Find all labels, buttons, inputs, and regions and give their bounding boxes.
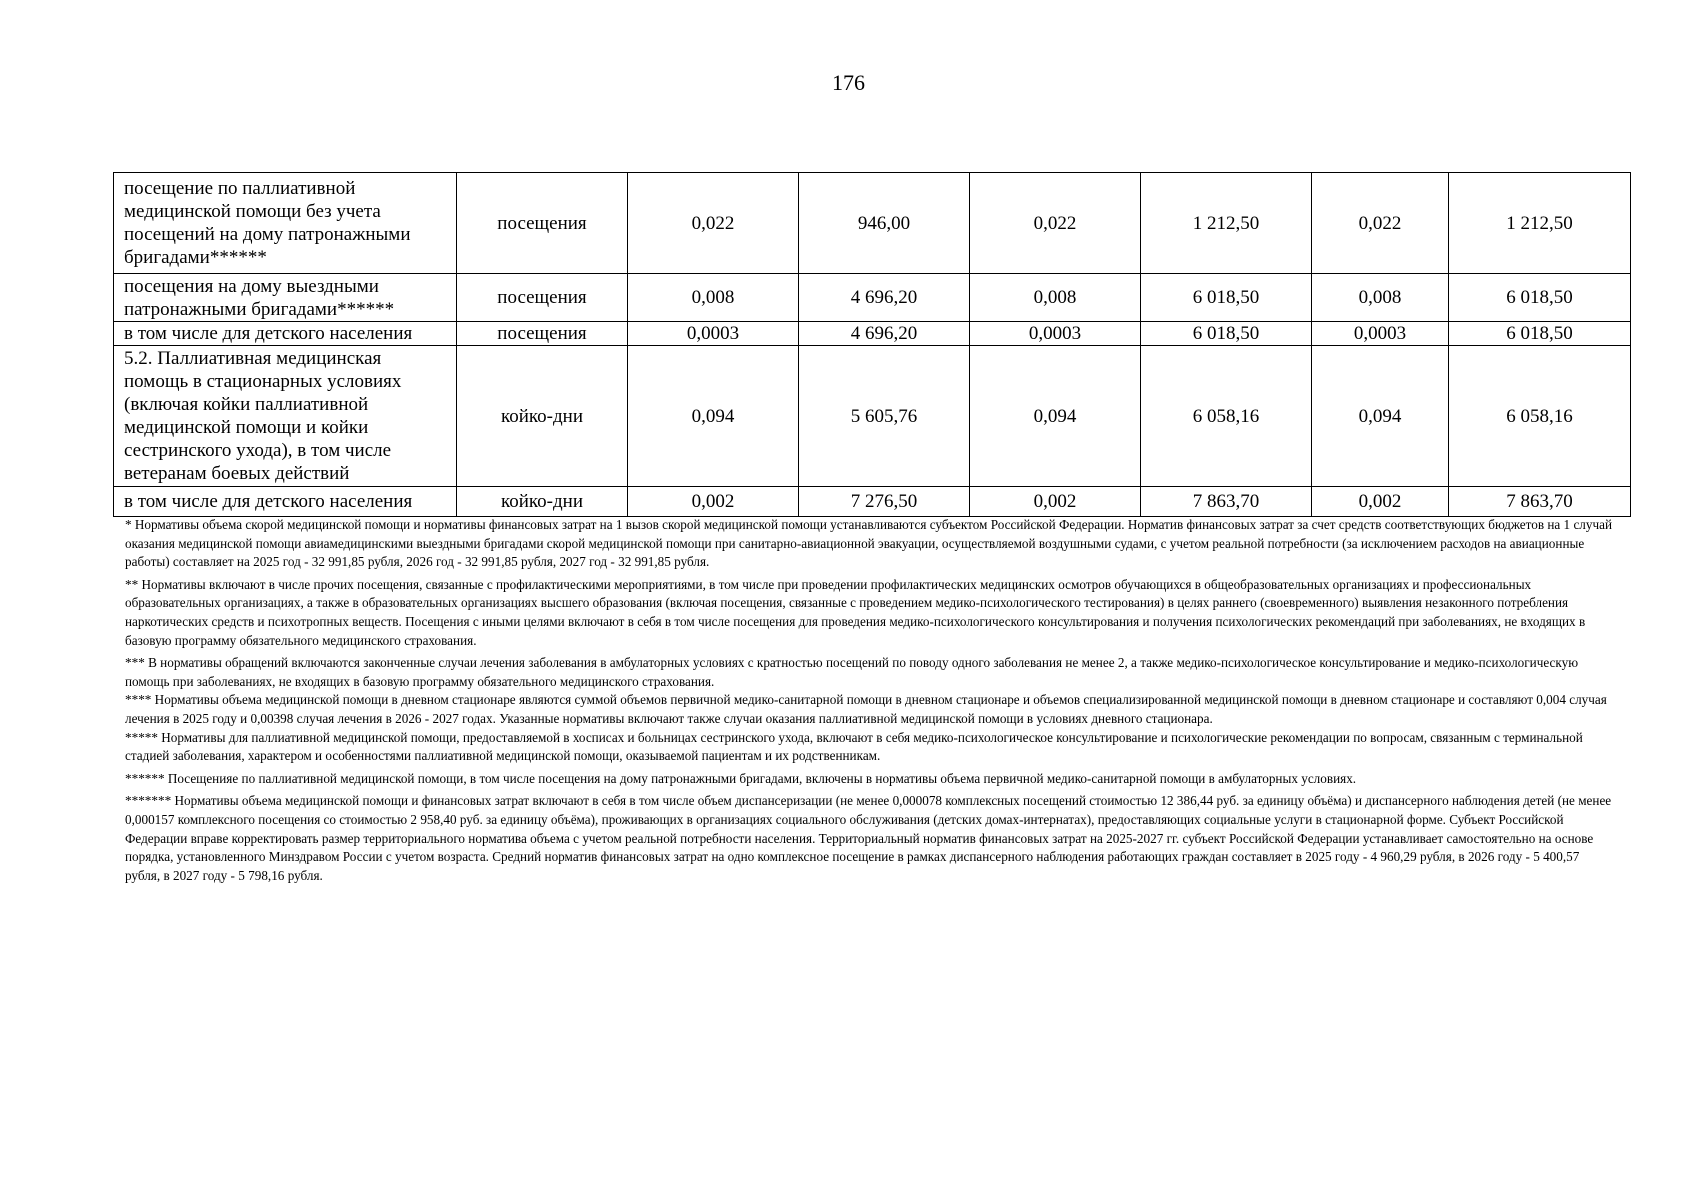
footnote-4: **** Нормативы объема медицинской помощи в дневном стационаре являются суммой объемов первичной медико-санитарной помощи в дневном стационаре и объемов специализированной медицинской помощи в дневном стационаре и составляют 0,004 случая лечения в 2025 году и 0,00398 случая лечения в 2026 - 2027 годах. Указанные нормативы включают также случаи оказания паллиативной медицинской помощи в условиях дневного стационара. <box>125 692 1607 726</box>
cell-volume-2025: 0,094 <box>628 346 799 487</box>
row-name: 5.2. Паллиативная медицинская помощь в стационарных условиях (включая койки паллиативной медицинской помощи и койки сестринского ухода), в том числе ветеранам боевых действий <box>114 346 457 487</box>
cell-cost-2025: 5 605,76 <box>799 346 970 487</box>
row-name: посещение по паллиативной медицинской помощи без учета посещений на дому патронажными бригадами****** <box>114 173 457 274</box>
normatives-table <box>113 172 1631 517</box>
footnote-2: ** Нормативы включают в числе прочих посещения, связанные с профилактическими мероприятиями, в том числе при проведении профилактических медицинских осмотров обучающихся в общеобразовательных организациях и профессиональных образовательных организациях, а также в образовательных организациях высшего образования (включая посещения, связанные с проведением медико-психологического тестирования) в целях раннего (своевременного) выявления незаконного потребления наркотических средств и психотропных веществ. Посещения с иными целями включают в себя в том числе посещения для проведения медико-психологического консультирования и получения психологических рекомендаций при заболеваниях, не входящих в базовую программу обязательного медицинского страхования. <box>125 576 1586 648</box>
cell-volume-2027: 0,002 <box>1312 487 1449 517</box>
footnote-3: *** В нормативы обращений включаются законченные случаи лечения заболевания в амбулаторных условиях с кратностью посещений по поводу одного заболевания не менее 2, а также медико-психологическое консультирование и медико-психологическую помощь при заболеваниях, не входящих в базовую программу обязательного медицинского страхования. <box>125 655 1579 689</box>
table-row <box>114 173 1631 274</box>
cell-cost-2025: 7 276,50 <box>799 487 970 517</box>
cell-volume-2025: 0,0003 <box>628 322 799 346</box>
row-unit: посещения <box>457 173 628 274</box>
row-name: в том числе для детского населения <box>114 322 457 346</box>
cell-volume-2026: 0,008 <box>970 274 1141 322</box>
cell-cost-2027: 6 018,50 <box>1449 274 1631 322</box>
cell-volume-2027: 0,0003 <box>1312 322 1449 346</box>
cell-cost-2027: 7 863,70 <box>1449 487 1631 517</box>
cell-volume-2026: 0,002 <box>970 487 1141 517</box>
cell-cost-2025: 4 696,20 <box>799 274 970 322</box>
cell-cost-2026: 6 018,50 <box>1141 274 1312 322</box>
table-row <box>114 322 1631 346</box>
cell-cost-2027: 1 212,50 <box>1449 173 1631 274</box>
cell-volume-2027: 0,008 <box>1312 274 1449 322</box>
cell-volume-2025: 0,022 <box>628 173 799 274</box>
cell-volume-2027: 0,022 <box>1312 173 1449 274</box>
cell-cost-2027: 6 018,50 <box>1449 322 1631 346</box>
table-row <box>114 274 1631 322</box>
cell-cost-2025: 946,00 <box>799 173 970 274</box>
footnote-6: ****** Посещенияе по паллиативной медицинской помощи, в том числе посещения на дому патронажными бригадами, включены в нормативы объема первичной медико-санитарной помощи в амбулаторных условиях. <box>125 770 1357 786</box>
cell-volume-2027: 0,094 <box>1312 346 1449 487</box>
footnote-1: * Нормативы объема скорой медицинской помощи и нормативы финансовых затрат на 1 вызов скорой медицинской помощи устанавливаются субъектом Российской Федерации. Норматив финансовых затрат за счет средств соответствующих бюджетов на 1 случай оказания медицинской помощи авиамедицинскими выездными бригадами скорой медицинской помощи при санитарно-авиационной эвакуации, осуществляемой воздушными судами, с учетом реальной потребности (за исключением расходов на авиационные работы) составляет на 2025 год - 32 991,85 рубля, 2026 год - 32 991,85 рубля, 2027 год - 32 991,85 рубля. <box>125 517 1613 570</box>
row-name: посещения на дому выездными патронажными бригадами****** <box>114 274 457 322</box>
row-unit: посещения <box>457 322 628 346</box>
table-row <box>114 346 1631 487</box>
cell-cost-2026: 6 018,50 <box>1141 322 1312 346</box>
table-row <box>114 487 1631 517</box>
cell-volume-2025: 0,008 <box>628 274 799 322</box>
cell-cost-2026: 6 058,16 <box>1141 346 1312 487</box>
footnote-7: ******* Нормативы объема медицинской помощи и финансовых затрат включают в себя в том числе объем диспансеризации (не менее 0,000078 комплексных посещений стоимостью 12 386,44 руб. за единицу объёма) и диспансерного наблюдения детей (не менее 0,000157 комплексного посещения со стоимостью 2 958,40 руб. за единицу объёма), проживающих в организациях социального обслуживания (детских домах-интернатах), предоставляющих социальные услуги в стационарной форме. Субъект Российской Федерации вправе корректировать размер территориального норматива объема с учетом реальной потребности населения. Территориальный норматив финансовых затрат на 2025-2027 гг. субъект Российской Федерации устанавливает самостоятельно на основе порядка, установленного Минздравом России с учетом возраста. Средний норматив финансовых затрат на одно комплексное посещение в рамках диспансерного наблюдения работающих граждан составляет в 2025 году - 4 960,29 рубля, в 2026 году - 5 400,57 рубля, в 2027 году - 5 798,16 рубля. <box>125 793 1612 883</box>
cell-volume-2025: 0,002 <box>628 487 799 517</box>
cell-cost-2027: 6 058,16 <box>1449 346 1631 487</box>
page-number: 176 <box>832 70 865 95</box>
row-name: в том числе для детского населения <box>114 487 457 517</box>
cell-cost-2026: 7 863,70 <box>1141 487 1312 517</box>
cell-volume-2026: 0,0003 <box>970 322 1141 346</box>
row-unit: койко-дни <box>457 487 628 517</box>
row-unit: койко-дни <box>457 346 628 487</box>
footnote-5: ***** Нормативы для паллиативной медицинской помощи, предоставляемой в хосписах и больницах сестринского ухода, включают в себя медико-психологическое консультирование и психологические рекомендации по вопросам, связанным с терминальной стадией заболевания, характером и особенностями паллиативной медицинской помощи, оказываемой пациентам и их родственникам. <box>125 729 1583 764</box>
cell-cost-2026: 1 212,50 <box>1141 173 1312 274</box>
cell-volume-2026: 0,094 <box>970 346 1141 487</box>
cell-cost-2025: 4 696,20 <box>799 322 970 346</box>
cell-volume-2026: 0,022 <box>970 173 1141 274</box>
footnotes <box>125 516 1615 885</box>
row-unit: посещения <box>457 274 628 322</box>
